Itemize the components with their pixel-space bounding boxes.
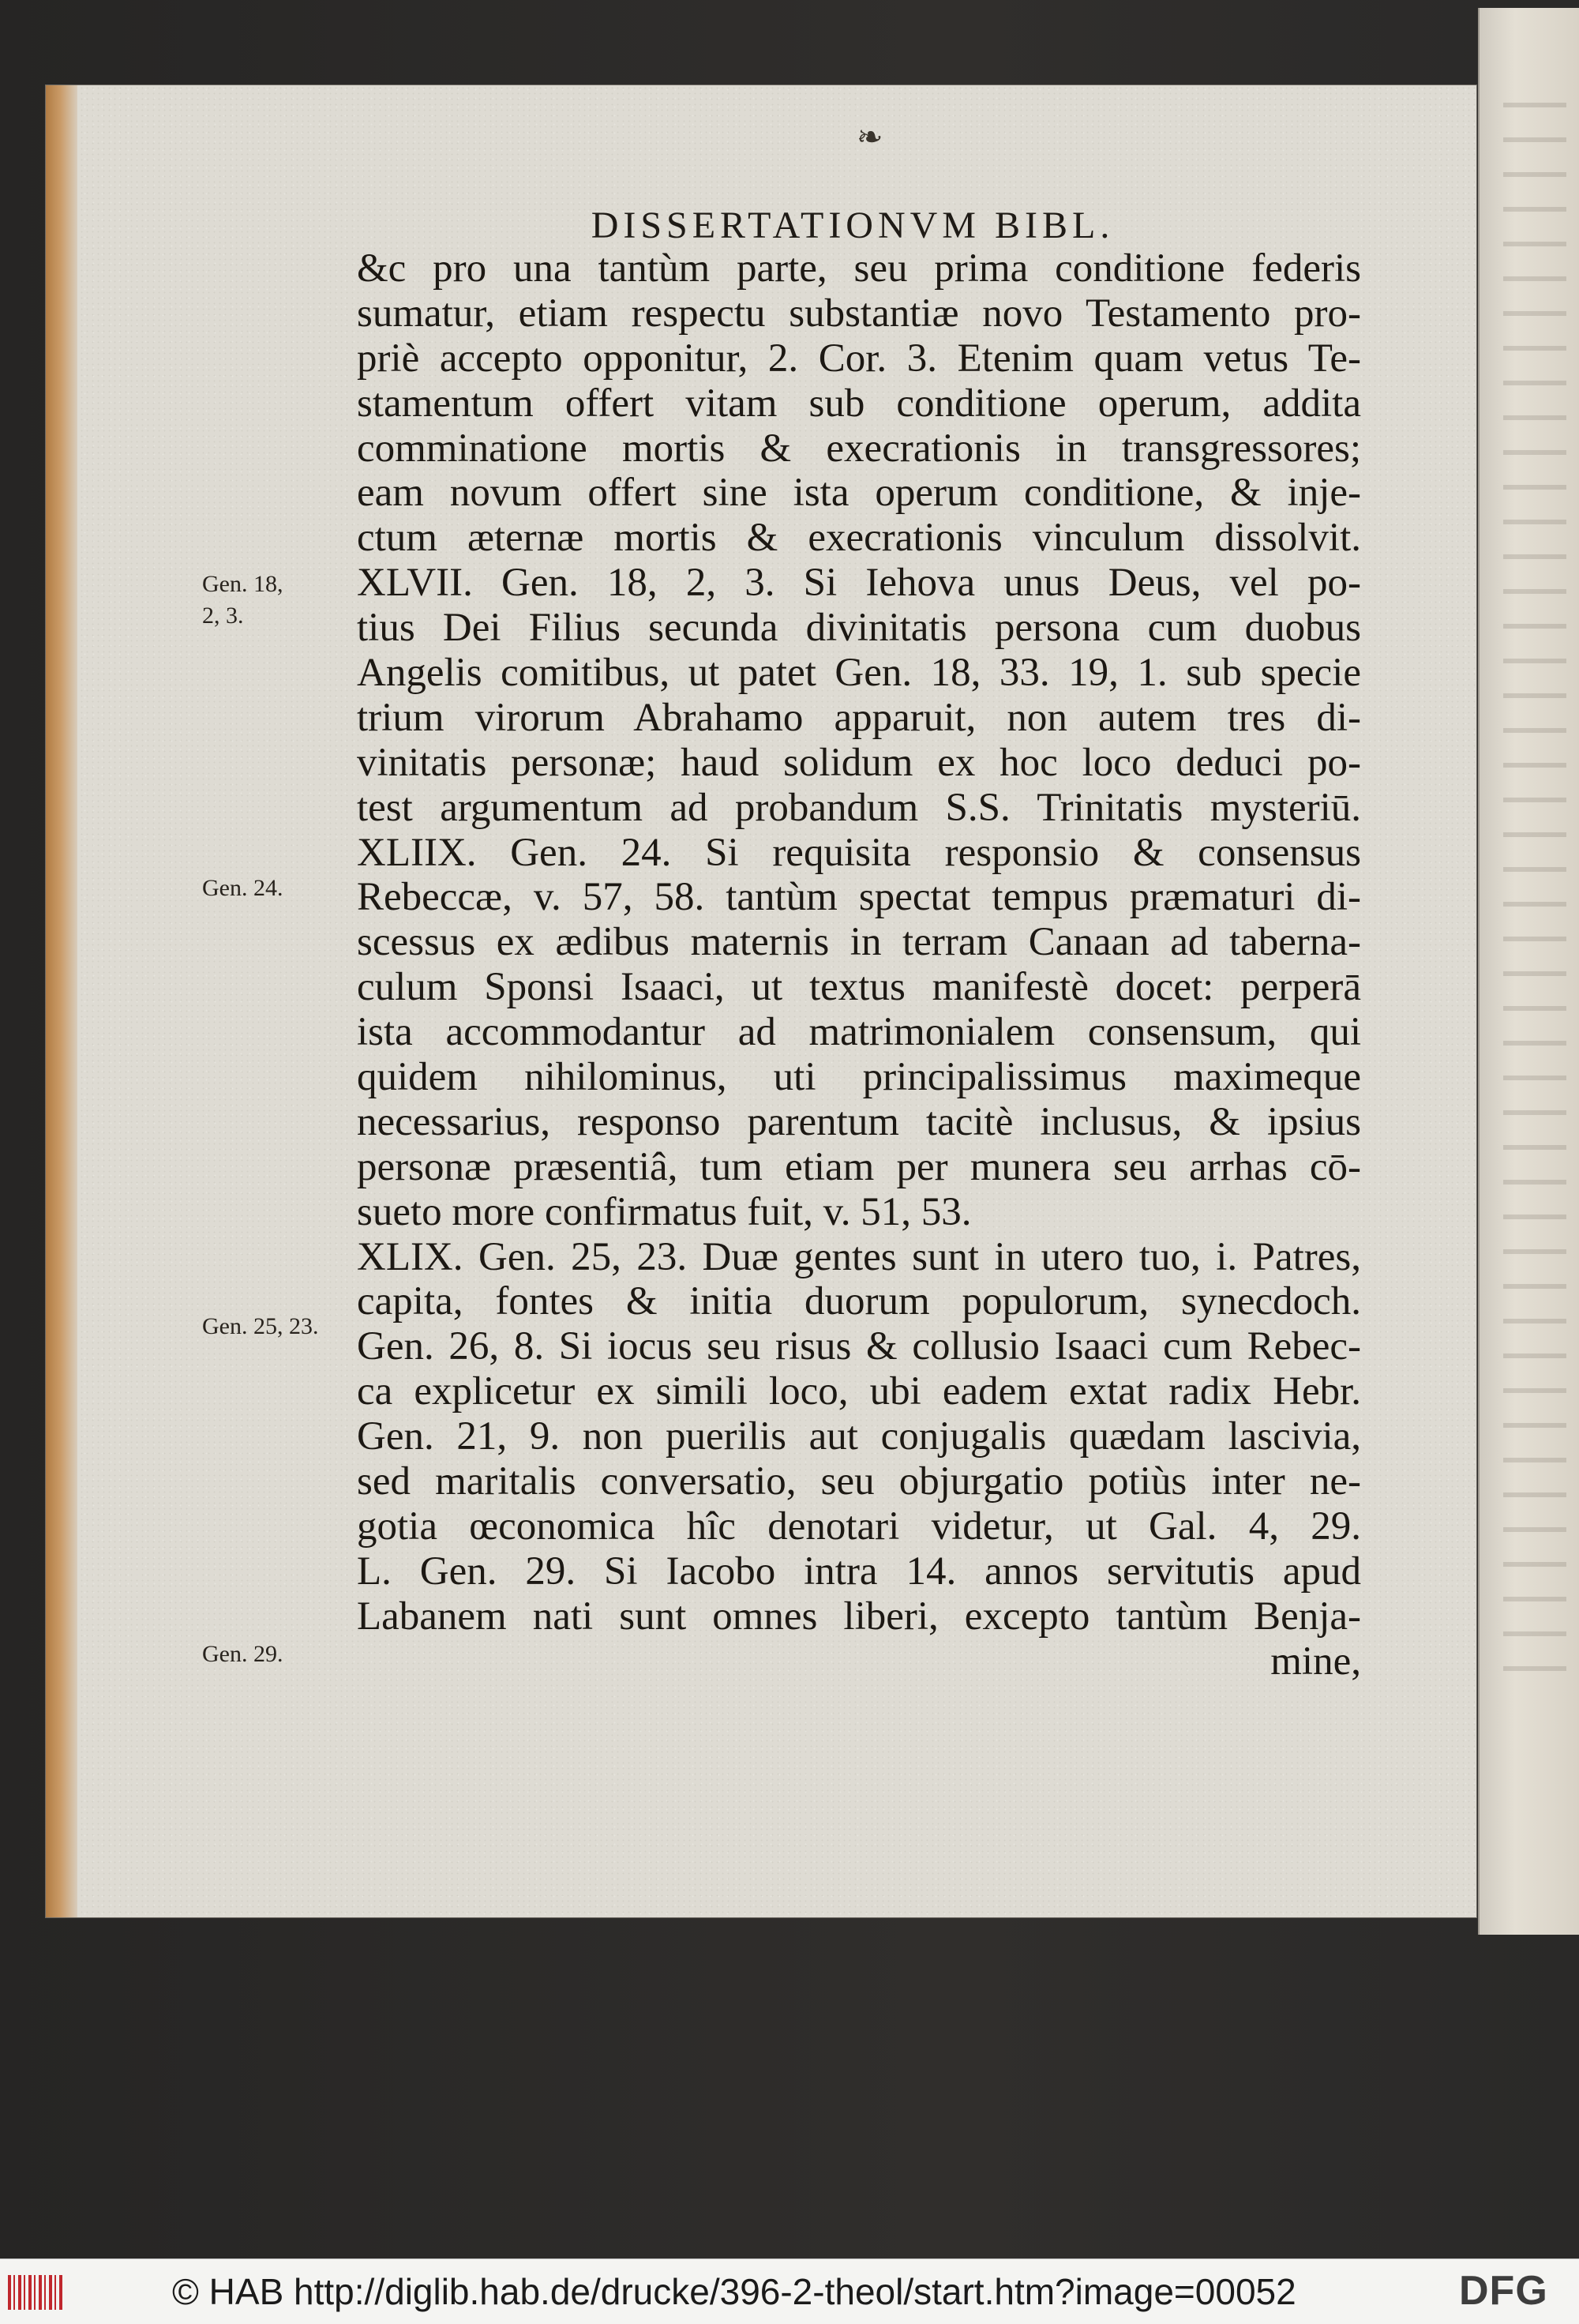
text-line: &c pro una tantùm parte, seu prima conditione federis <box>357 246 1361 291</box>
text-line: gotia œconomica hîc denotari videtur, ut Gal. 4, 29. <box>357 1504 1361 1549</box>
text-line: priè accepto opponitur, 2. Cor. 3. Etenim quam vetus Te- <box>357 336 1361 381</box>
text-line: stamentum offert vitam sub conditione operum, addita <box>357 381 1361 426</box>
text-line: eam novum offert sine ista operum conditione, & inje- <box>357 471 1361 516</box>
catchword: mine, <box>1270 1639 1361 1684</box>
text-line: tius Dei Filius secunda divinitatis persona cum duobus <box>357 606 1361 651</box>
viewer-footer <box>0 2258 1579 2324</box>
text-line: Labanem nati sunt omnes liberi, excepto tantùm Benja- <box>357 1594 1361 1639</box>
margin-note-gen25: Gen. 25, 23. <box>202 1313 319 1339</box>
running-head: DISSERTATIONVM BIBL. <box>591 205 1115 246</box>
text-line: personæ præsentiâ, tum etiam per munera seu arrhas cō- <box>357 1144 1361 1189</box>
text-line: Angelis comitibus, ut patet Gen. 18, 33. 19, 1. sub specie <box>357 651 1361 696</box>
margin-note-gen24: Gen. 24. <box>202 875 283 901</box>
text-line: XLIX. Gen. 25, 23. Duæ gentes sunt in utero tuo, i. Patres, <box>357 1234 1361 1279</box>
text-line: test argumentum ad probandum S.S. Trinitatis mysteriū. <box>357 785 1361 830</box>
body-text <box>357 246 1361 1684</box>
text-line: sed maritalis conversatio, seu objurgatio potiùs inter ne- <box>357 1459 1361 1504</box>
adjacent-page-bleed <box>1503 103 1566 1682</box>
margin-note-gen29: Gen. 29. <box>202 1641 283 1667</box>
text-line: L. Gen. 29. Si Iacobo intra 14. annos servitutis apud <box>357 1549 1361 1594</box>
page-binding-edge <box>46 85 77 1917</box>
text-line: ista accommodantur ad matrimonialem consensum, qui <box>357 1010 1361 1055</box>
text-line: capita, fontes & initia duorum populorum, synecdoch. <box>357 1279 1361 1324</box>
text-line: XLVII. Gen. 18, 2, 3. Si Iehova unus Deus, vel po- <box>357 561 1361 606</box>
text-line: culum Sponsi Isaaci, ut textus manifestè docet: perperā <box>357 965 1361 1010</box>
text-line: sumatur, etiam respectu substantiæ novo Testamento pro- <box>357 291 1361 336</box>
text-line: comminatione mortis & execrationis in transgressores; <box>357 426 1361 471</box>
dfg-logo: DFG <box>1459 2268 1548 2314</box>
ornament-icon: ❧ <box>857 119 883 155</box>
text-line: trium virorum Abrahamo apparuit, non autem tres di- <box>357 695 1361 740</box>
adjacent-page-edge <box>1478 8 1579 1935</box>
source-link[interactable]: © HAB http://diglib.hab.de/drucke/396-2-theol/start.htm?image=00052 <box>172 2271 1296 2312</box>
text-line: scessus ex ædibus maternis in terram Canaan ad taberna- <box>357 920 1361 965</box>
barcode-icon <box>8 2275 63 2310</box>
text-line: quidem nihilominus, uti principalissimus maximeque <box>357 1055 1361 1100</box>
text-line: Gen. 21, 9. non puerilis aut conjugalis quædam lascivia, <box>357 1414 1361 1459</box>
text-line: ca explicetur ex simili loco, ubi eadem extat radix Hebr. <box>357 1369 1361 1414</box>
text-line: Gen. 26, 8. Si iocus seu risus & collusio Isaaci cum Rebec- <box>357 1324 1361 1369</box>
text-line: Rebeccæ, v. 57, 58. tantùm spectat tempus præmaturi di- <box>357 875 1361 920</box>
text-line: sueto more confirmatus fuit, v. 51, 53. <box>357 1189 972 1234</box>
margin-note-gen18: Gen. 18, 2, 3. <box>202 571 283 629</box>
text-line: vinitatis personæ; haud solidum ex hoc loco deduci po- <box>357 740 1361 785</box>
text-line: XLIIX. Gen. 24. Si requisita responsio & consensus <box>357 830 1361 875</box>
text-line: ctum æternæ mortis & execrationis vinculum dissolvit. <box>357 516 1361 561</box>
text-line: necessarius, responso parentum tacitè inclusus, & ipsius <box>357 1099 1361 1144</box>
